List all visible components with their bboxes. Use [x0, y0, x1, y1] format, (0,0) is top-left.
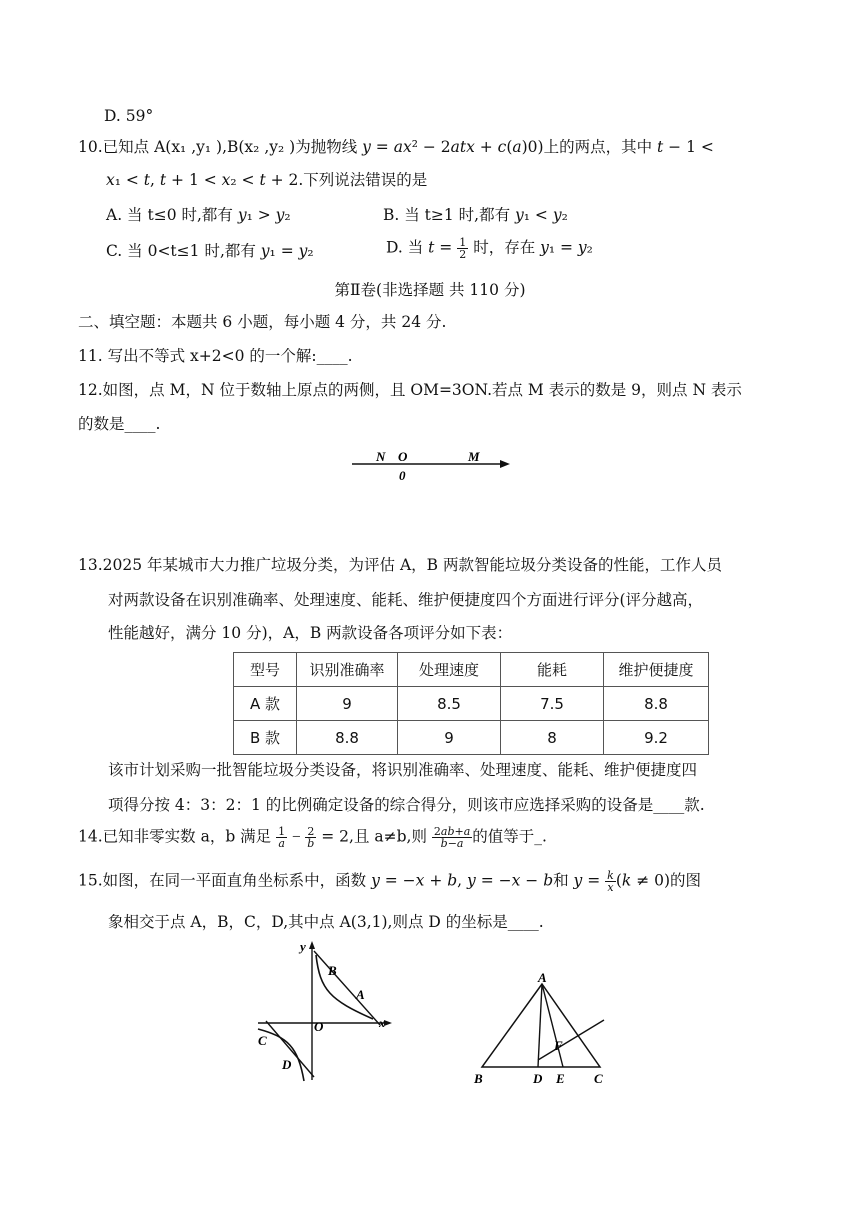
- x-axis-label: x: [379, 1016, 385, 1030]
- fraction-numerator: 1: [278, 825, 286, 838]
- q12-stem-line1: 12.如图，点 M，N 位于数轴上原点的两侧，且 OM=3ON.若点 M 表示的数是 9，则点 N 表示: [78, 381, 742, 399]
- q10-option-d-fraction: [457, 237, 468, 260]
- table-cell: B 款: [234, 721, 297, 755]
- table-cell: 8: [501, 721, 604, 755]
- fraction-numerator: 2: [307, 825, 315, 838]
- score-table: [233, 652, 709, 755]
- q14-fraction-3: [432, 826, 472, 849]
- point-m-label: M: [468, 449, 480, 464]
- q15-stem-line1: [78, 870, 701, 893]
- table-cell: 8.8: [604, 687, 709, 721]
- fraction-denominator: 2: [459, 248, 467, 261]
- x-axis-arrow-icon: [384, 1020, 392, 1026]
- table-header-cell: 型号: [234, 653, 297, 687]
- table-row: [234, 687, 709, 721]
- q14-fraction-1: [276, 826, 287, 849]
- q14-minus: −: [287, 828, 306, 846]
- table-header-cell: 能耗: [501, 653, 604, 687]
- vertex-c-label: C: [594, 1071, 603, 1086]
- q10-option-d: [386, 237, 593, 260]
- q10-option-c: C. 当 0<t≤1 时,都有 𝑦₁ = 𝑦₂: [106, 242, 314, 260]
- origin-label: O: [314, 1019, 324, 1034]
- hyperbola-figure: [248, 935, 398, 1085]
- fraction-numerator: 1: [459, 236, 467, 249]
- q14-prefix: 14.已知非零实数 a，b 满足: [78, 827, 272, 846]
- q15-stem-line2: 象相交于点 A，B，C，D,其中点 A(3,1),则点 D 的坐标是____.: [108, 913, 544, 931]
- point-e-label: E: [556, 1071, 565, 1086]
- q10-option-a: A. 当 t≤0 时,都有 𝑦₁ > 𝑦₂: [106, 206, 291, 224]
- segment-ad: [538, 984, 542, 1067]
- q11-stem: 11. 写出不等式 x+2<0 的一个解:____.: [78, 347, 353, 365]
- table-cell: 8.5: [398, 687, 501, 721]
- q10-stem-line1: 10.已知点 A(x₁ ,y₁ ),B(x₂ ,y₂ )为抛物线 𝑦 = 𝑎𝑥² − 2𝑎𝑡𝑥 + 𝑐(𝑎)0)上的两点，其中 𝑡 − 1 <: [78, 138, 714, 156]
- table-cell: A 款: [234, 687, 297, 721]
- point-n-label: N: [376, 449, 386, 464]
- triangle-figure: [468, 970, 618, 1090]
- q14-middle: = 2,且 a≠b,则: [316, 827, 427, 846]
- fraction-denominator: 𝑥: [607, 881, 614, 894]
- fraction-numerator: 2𝑎𝑏+𝑎: [433, 825, 471, 838]
- fraction-denominator: 𝑏: [307, 837, 315, 850]
- q14-fraction-2: [305, 826, 316, 849]
- table-cell: 8.8: [297, 721, 398, 755]
- point-a-label: A: [356, 987, 365, 1002]
- q15-suffix: (𝑘 ≠ 0)的图: [615, 871, 702, 890]
- q12-stem-line2: 的数是____.: [78, 415, 161, 433]
- q15-fraction: [605, 870, 616, 893]
- y-axis-arrow-icon: [309, 941, 315, 949]
- q13-stem-line5: 项得分按 4：3：2：1 的比例确定设备的综合得分，则该市应选择采购的设备是____款.: [108, 796, 705, 814]
- q13-stem-line2: 对两款设备在识别准确率、处理速度、能耗、维护便捷度四个方面进行评分(评分越高，: [108, 591, 704, 609]
- q9-option-d: D. 59°: [104, 107, 154, 125]
- table-cell: 9: [297, 687, 398, 721]
- number-line-figure: [340, 442, 520, 486]
- vertex-b-label: B: [474, 1071, 483, 1086]
- table-header-cell: 维护便捷度: [604, 653, 709, 687]
- vertex-a-label: A: [538, 970, 547, 985]
- table-row: [234, 721, 709, 755]
- part2-title: 第Ⅱ卷(非选择题 共 110 分): [334, 281, 526, 299]
- segment-ae: [542, 984, 563, 1067]
- table-cell: 9: [398, 721, 501, 755]
- origin-zero-label: 0: [399, 468, 406, 483]
- q15-prefix: 15.如图，在同一平面直角坐标系中，函数 𝑦 = −𝑥 + 𝑏, 𝑦 = −𝑥 − 𝑏和 𝑦 =: [78, 871, 601, 890]
- table-header-cell: 处理速度: [398, 653, 501, 687]
- q13-stem-line1: 13.2025 年某城市大力推广垃圾分类，为评估 A，B 两款智能垃圾分类设备的性能，工作人员: [78, 556, 722, 574]
- q10-option-d-suffix: 时，存在 𝑦₁ = 𝑦₂: [473, 238, 593, 257]
- point-c-label: C: [258, 1033, 267, 1048]
- point-d-label: D: [282, 1057, 292, 1072]
- q10-stem-line2: 𝑥₁ < 𝑡, 𝑡 + 1 < 𝑥₂ < 𝑡 + 2.下列说法错误的是: [106, 171, 428, 189]
- point-d-label: D: [533, 1071, 543, 1086]
- number-line-arrow-icon: [500, 460, 510, 468]
- q14-stem: [78, 826, 547, 849]
- q13-stem-line3: 性能越好，满分 10 分)，A，B 两款设备各项评分如下表：: [108, 624, 513, 642]
- q10-option-b: B. 当 t≥1 时,都有 𝑦₁ < 𝑦₂: [383, 206, 568, 224]
- table-cell: 7.5: [501, 687, 604, 721]
- point-o-label: O: [398, 449, 408, 464]
- fraction-numerator: 𝑘: [607, 869, 614, 882]
- q13-stem-line4: 该市计划采购一批智能垃圾分类设备，将识别准确率、处理速度、能耗、维护便捷度四: [108, 761, 698, 779]
- line-upper: [314, 951, 380, 1025]
- table-header-row: [234, 653, 709, 687]
- fraction-denominator: 𝑏−𝑎: [440, 837, 464, 850]
- point-b-label: B: [328, 963, 337, 978]
- q10-option-d-prefix: D. 当 𝑡 =: [386, 238, 453, 257]
- section2-header: 二、填空题：本题共 6 小题，每小题 4 分，共 24 分.: [78, 313, 447, 331]
- table-header-cell: 识别准确率: [297, 653, 398, 687]
- fraction-denominator: 𝑎: [278, 837, 285, 850]
- table-cell: 9.2: [604, 721, 709, 755]
- y-axis-label: y: [300, 939, 306, 954]
- point-f-label: F: [554, 1038, 563, 1053]
- q14-suffix: 的值等于_.: [472, 827, 547, 846]
